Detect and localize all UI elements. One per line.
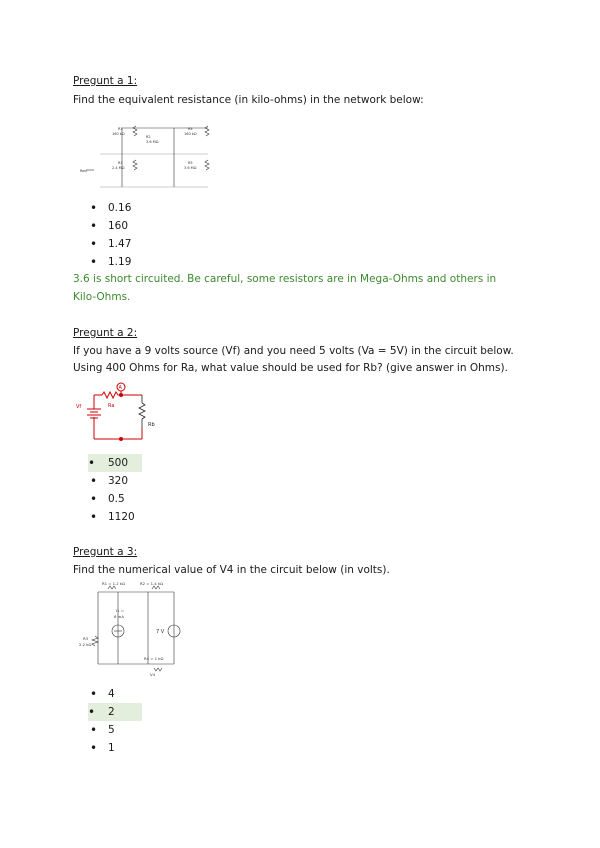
q3-option[interactable]: • 5 [90,721,142,739]
question-3-heading: Pregunt a 3: [73,546,138,558]
q1-r4-value: 160 kΩ [184,132,197,136]
q1-r3-value: 2.4 MΩ [112,166,125,170]
q3-option-selected[interactable]: • 2 [88,703,142,721]
q1-r1-label: R1 [118,127,123,131]
question-3-options [90,685,142,757]
q3-r4-label: R4 = 1 kΩ [144,656,164,661]
q1-r2-value: 3.6 MΩ [146,140,159,144]
q2-circuit-diagram [74,381,164,443]
q2-option[interactable]: • 320 [90,472,142,490]
question-2-options [90,454,142,526]
q3-r2-label: R2 = 1.4 kΩ [140,581,163,586]
q2-option[interactable]: • 0.5 [90,490,142,508]
q1-option[interactable]: • 0.16 [90,199,131,217]
q3-option[interactable]: • 1 [90,739,142,757]
q1-r2-label: R2 [146,135,151,139]
question-1 [73,73,543,109]
q3-r3-value: 2.2 kΩ [79,642,92,647]
q3-option[interactable]: • 4 [90,685,142,703]
q1-r1-value: 160 kΩ [112,132,125,136]
q2-ra-label: Ra [108,403,115,409]
q1-r4-label: R4 [188,127,193,131]
question-1-options [90,199,131,271]
q2-node-label: A [118,385,122,391]
q2-vf-label: Vf [76,404,82,410]
q1-feedback-line-2: Kilo-Ohms. [73,291,131,303]
q3-source-value: 6 mA [114,614,124,619]
question-3 [73,544,543,579]
q1-req-label: Req [80,169,87,173]
q1-r3-label: R3 [118,161,123,165]
q1-r5-label: R5 [188,161,193,165]
q1-option[interactable]: • 1.47 [90,235,131,253]
q2-rb-label: Rb [148,422,155,428]
question-2-text-line-1: If you have a 9 volts source (Vf) and you need 5 volts (Va = 5V) in the circuit below. [73,345,514,357]
question-1-text: Find the equivalent resistance (in kilo-ohms) in the network below: [73,94,424,106]
q3-v4-label: V4 [150,672,156,677]
q3-r3-label: R3 [83,636,89,641]
q2-option[interactable]: • 1120 [90,508,142,526]
q1-circuit-diagram [80,122,215,192]
question-2 [73,325,543,377]
question-2-text-line-2: Using 400 Ohms for Ra, what value should be used for Rb? (give answer in Ohms). [73,362,508,374]
question-1-heading: Pregunt a 1: [73,75,138,87]
question-2-heading: Pregunt a 2: [73,327,138,339]
q1-feedback-line-1: 3.6 is short circuited. Be careful, some resistors are in Mega-Ohms and others in [73,273,497,285]
q3-voltage-source-label: 7 V [156,629,165,635]
q3-circuit-diagram [78,580,198,678]
q3-source-label: I1 = [116,608,124,613]
q1-option[interactable]: • 160 [90,217,131,235]
q1-option[interactable]: • 1.19 [90,253,131,271]
q3-r1-label: R1 = 1.2 kΩ [102,581,125,586]
q2-option-selected[interactable]: • 500 [88,454,142,472]
question-1-feedback [73,270,523,306]
q1-r5-value: 3.6 MΩ [184,166,197,170]
question-3-text: Find the numerical value of V4 in the circuit below (in volts). [73,564,390,576]
